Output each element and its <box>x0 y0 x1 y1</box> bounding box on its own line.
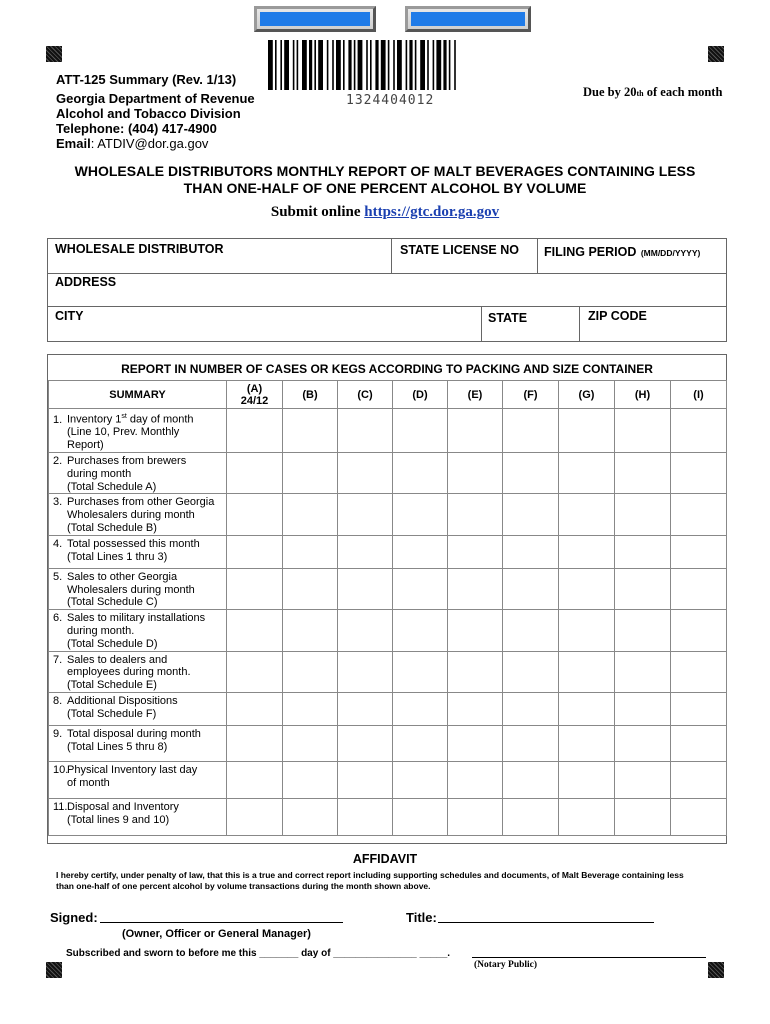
row-label: 7. Sales to dealers and employees during month. (Total Schedule E) <box>49 651 227 692</box>
summary-table <box>48 380 727 836</box>
corner-marker-bottom-left <box>46 962 62 978</box>
entry-cell[interactable] <box>227 409 283 453</box>
row-label: 6. Sales to military installations during month. (Total Schedule D) <box>49 610 227 651</box>
due-date-note: Due by 20th of each month <box>583 85 723 99</box>
entry-cell[interactable] <box>283 409 338 453</box>
barcode-bar <box>336 40 341 90</box>
notary-caption: (Notary Public) <box>474 960 538 970</box>
entry-cell[interactable] <box>393 799 448 836</box>
clear-form-button[interactable] <box>405 6 531 32</box>
entry-cell[interactable] <box>338 494 393 535</box>
entry-cell[interactable] <box>283 494 338 535</box>
entry-cell[interactable] <box>671 651 727 692</box>
entry-cell[interactable] <box>338 693 393 726</box>
table-row <box>49 453 727 494</box>
barcode-bar <box>354 40 356 90</box>
barcode-bar <box>297 40 299 90</box>
entry-cell[interactable] <box>615 693 671 726</box>
entry-cell[interactable] <box>227 610 283 651</box>
barcode <box>268 40 516 90</box>
barcode-bar <box>275 40 277 90</box>
barcode-bar <box>427 40 429 90</box>
barcode-bar <box>343 40 345 90</box>
entry-cell[interactable] <box>448 726 503 762</box>
barcode-bar <box>366 40 368 90</box>
barcode-bar <box>318 40 323 90</box>
row-label: 4. Total possessed this month (Total Lines 1 thru 3) <box>49 535 227 568</box>
entry-cell[interactable] <box>448 494 503 535</box>
entry-cell[interactable] <box>393 453 448 494</box>
summary-header: SUMMARY <box>49 381 227 409</box>
barcode-bar <box>433 40 435 90</box>
entry-cell[interactable] <box>559 799 615 836</box>
entry-cell[interactable] <box>338 535 393 568</box>
row-label: 9. Total disposal during month (Total Lines 5 thru 8) <box>49 726 227 762</box>
entry-cell[interactable] <box>503 409 559 453</box>
entry-cell[interactable] <box>503 726 559 762</box>
barcode-bar <box>449 40 451 90</box>
row-label: 10.Physical Inventory last day of month <box>49 762 227 799</box>
entry-cell[interactable] <box>338 799 393 836</box>
page-title: WHOLESALE DISTRIBUTORS MONTHLY REPORT OF MALT BEVERAGES CONTAINING LESS THAN ONE-HALF OF ONE PERCENT ALCOHOL BY VOLUME <box>74 163 696 196</box>
col-header-h: (H) <box>615 381 671 409</box>
telephone: Telephone: (404) 417-4900 <box>56 121 217 136</box>
row-label: 5. Sales to other Georgia Wholesalers during month (Total Schedule C) <box>49 568 227 609</box>
entry-cell[interactable] <box>615 409 671 453</box>
entry-cell[interactable] <box>559 651 615 692</box>
entry-cell[interactable] <box>671 693 727 726</box>
signed-label: Signed: <box>50 910 98 925</box>
barcode-bar <box>406 40 408 90</box>
entry-cell[interactable] <box>393 610 448 651</box>
row-label: 11.Disposal and Inventory (Total lines 9 and 10) <box>49 799 227 836</box>
barcode-bar <box>388 40 390 90</box>
entry-cell[interactable] <box>503 762 559 799</box>
col-header-a: (A) 24/12 <box>227 381 283 409</box>
entry-cell[interactable] <box>559 726 615 762</box>
col-header-e: (E) <box>448 381 503 409</box>
barcode-bar <box>293 40 295 90</box>
affidavit-text: I hereby certify, under penalty of law, that this is a true and correct report including supporting schedules and documents, of Malt Beverage containing less than one-half of one percent alcohol by volume transactions during the month shown above. <box>56 870 684 891</box>
entry-cell[interactable] <box>393 651 448 692</box>
entry-cell[interactable] <box>559 762 615 799</box>
entry-cell[interactable] <box>283 799 338 836</box>
entry-cell[interactable] <box>448 610 503 651</box>
col-header-d: (D) <box>393 381 448 409</box>
barcode-bar <box>268 40 273 90</box>
entry-cell[interactable] <box>393 409 448 453</box>
entry-cell[interactable] <box>338 762 393 799</box>
entry-cell[interactable] <box>393 568 448 609</box>
barcode-bar <box>332 40 334 90</box>
entry-cell[interactable] <box>283 610 338 651</box>
title-label: Title: <box>406 910 437 925</box>
form-id: ATT-125 Summary (Rev. 1/13) <box>56 72 237 87</box>
entry-cell[interactable] <box>503 568 559 609</box>
entry-cell[interactable] <box>338 651 393 692</box>
submit-online: Submit online https://gtc.dor.ga.gov <box>270 204 500 220</box>
entry-cell[interactable] <box>615 535 671 568</box>
barcode-bar <box>314 40 316 90</box>
agency-name: Georgia Department of Revenue <box>56 91 255 106</box>
barcode-bar <box>309 40 312 90</box>
table-row <box>49 494 727 535</box>
entry-cell[interactable] <box>671 610 727 651</box>
table-row <box>49 762 727 799</box>
signed-caption: (Owner, Officer or General Manager) <box>122 928 311 940</box>
entry-cell[interactable] <box>393 693 448 726</box>
entry-cell[interactable] <box>671 568 727 609</box>
entry-cell[interactable] <box>393 535 448 568</box>
corner-marker-top-right <box>708 46 724 62</box>
entry-cell[interactable] <box>283 535 338 568</box>
zip-code-field[interactable]: ZIP CODE <box>588 309 647 323</box>
entry-cell[interactable] <box>559 494 615 535</box>
barcode-number: 1324404012 <box>346 93 435 108</box>
barcode-bar <box>370 40 372 90</box>
entry-cell[interactable] <box>503 799 559 836</box>
col-header-f: (F) <box>503 381 559 409</box>
corner-marker-top-left <box>46 46 62 62</box>
col-header-i: (I) <box>671 381 727 409</box>
entry-cell[interactable] <box>448 693 503 726</box>
entry-cell[interactable] <box>227 535 283 568</box>
entry-cell[interactable] <box>559 535 615 568</box>
entry-cell[interactable] <box>283 762 338 799</box>
entry-cell[interactable] <box>559 568 615 609</box>
barcode-bar <box>327 40 329 90</box>
row-label: 2. Purchases from brewers during month (Total Schedule A) <box>49 453 227 494</box>
entry-cell[interactable] <box>227 799 283 836</box>
entry-cell[interactable] <box>615 568 671 609</box>
entry-cell[interactable] <box>559 610 615 651</box>
barcode-bar <box>280 40 282 90</box>
entry-cell[interactable] <box>503 535 559 568</box>
entry-cell[interactable] <box>559 693 615 726</box>
entry-cell[interactable] <box>227 693 283 726</box>
row-label: 1. Inventory 1st day of month (Line 10, Prev. Monthly Report) <box>49 409 227 453</box>
signed-line[interactable] <box>100 922 343 923</box>
entry-cell[interactable] <box>448 799 503 836</box>
table-row <box>49 535 727 568</box>
report-heading: REPORT IN NUMBER OF CASES OR KEGS ACCORDING TO PACKING AND SIZE CONTAINER <box>121 362 653 376</box>
entry-cell[interactable] <box>448 762 503 799</box>
barcode-bar <box>375 40 378 90</box>
city-field[interactable]: CITY <box>55 309 84 323</box>
division-name: Alcohol and Tobacco Division <box>56 106 241 121</box>
table-row <box>49 409 727 453</box>
table-row <box>49 726 727 762</box>
email: Email: ATDIV@dor.ga.gov <box>56 136 209 151</box>
submit-online-link[interactable]: https://gtc.dor.ga.gov <box>364 204 500 220</box>
barcode-bar <box>393 40 395 90</box>
entry-cell[interactable] <box>559 409 615 453</box>
entry-cell[interactable] <box>283 651 338 692</box>
row-label: 8. Additional Dispositions (Total Schedule F) <box>49 693 227 726</box>
table-row <box>49 610 727 651</box>
state-field[interactable]: STATE <box>488 311 528 325</box>
table-row <box>49 693 727 726</box>
entry-cell[interactable] <box>671 494 727 535</box>
entry-cell[interactable] <box>503 453 559 494</box>
notary-line[interactable] <box>472 957 706 958</box>
entry-cell[interactable] <box>615 762 671 799</box>
entry-cell[interactable] <box>338 726 393 762</box>
entry-cell[interactable] <box>559 453 615 494</box>
entry-cell[interactable] <box>448 409 503 453</box>
entry-cell[interactable] <box>615 651 671 692</box>
barcode-bar <box>443 40 446 90</box>
table-row <box>49 568 727 609</box>
entry-cell[interactable] <box>338 409 393 453</box>
col-header-c: (C) <box>338 381 393 409</box>
entry-cell[interactable] <box>283 693 338 726</box>
entry-cell[interactable] <box>671 535 727 568</box>
row-label: 3. Purchases from other Georgia Wholesalers during month (Total Schedule B) <box>49 494 227 535</box>
entry-cell[interactable] <box>503 494 559 535</box>
entry-cell[interactable] <box>338 453 393 494</box>
entry-cell[interactable] <box>671 726 727 762</box>
barcode-bar <box>409 40 412 90</box>
entry-cell[interactable] <box>615 453 671 494</box>
table-row <box>49 651 727 692</box>
agency-info <box>56 72 255 151</box>
print-form-button[interactable] <box>254 6 376 32</box>
entry-cell[interactable] <box>503 610 559 651</box>
entry-cell[interactable] <box>393 494 448 535</box>
barcode-bar <box>397 40 402 90</box>
entry-cell[interactable] <box>283 568 338 609</box>
entry-cell[interactable] <box>227 762 283 799</box>
entry-cell[interactable] <box>615 726 671 762</box>
entry-cell[interactable] <box>283 726 338 762</box>
barcode-bar <box>348 40 351 90</box>
entry-cell[interactable] <box>448 535 503 568</box>
title-line[interactable] <box>438 922 654 923</box>
entry-cell[interactable] <box>227 494 283 535</box>
entry-cell[interactable] <box>503 651 559 692</box>
barcode-bar <box>415 40 417 90</box>
entry-cell[interactable] <box>671 762 727 799</box>
address-field[interactable]: ADDRESS <box>55 275 117 289</box>
distributor-info-box <box>47 238 727 342</box>
entry-cell[interactable] <box>227 651 283 692</box>
barcode-bar <box>284 40 289 90</box>
entry-cell[interactable] <box>448 651 503 692</box>
col-header-b: (B) <box>283 381 338 409</box>
entry-cell[interactable] <box>671 799 727 836</box>
entry-cell[interactable] <box>393 726 448 762</box>
entry-cell[interactable] <box>227 453 283 494</box>
state-license-field[interactable]: STATE LICENSE NO <box>400 243 519 257</box>
entry-cell[interactable] <box>227 726 283 762</box>
sworn-text: Subscribed and sworn to before me this _______ day of _______________ _____. <box>66 948 451 959</box>
entry-cell[interactable] <box>615 494 671 535</box>
barcode-bar <box>454 40 456 90</box>
barcode-bar <box>381 40 386 90</box>
entry-cell[interactable] <box>503 693 559 726</box>
barcode-bar <box>436 40 441 90</box>
entry-cell[interactable] <box>283 453 338 494</box>
entry-cell[interactable] <box>671 453 727 494</box>
entry-cell[interactable] <box>615 610 671 651</box>
entry-cell[interactable] <box>448 453 503 494</box>
corner-marker-bottom-right <box>708 962 724 978</box>
barcode-bar <box>420 40 425 90</box>
entry-cell[interactable] <box>448 568 503 609</box>
wholesale-distributor-field[interactable]: WHOLESALE DISTRIBUTOR <box>55 242 224 256</box>
entry-cell[interactable] <box>338 610 393 651</box>
filing-period-field[interactable]: FILING PERIOD (MM/DD/YYYY) <box>544 245 701 259</box>
entry-cell[interactable] <box>227 568 283 609</box>
entry-cell[interactable] <box>338 568 393 609</box>
barcode-bar <box>358 40 363 90</box>
entry-cell[interactable] <box>615 799 671 836</box>
affidavit-heading: AFFIDAVIT <box>352 852 418 866</box>
col-header-g: (G) <box>559 381 615 409</box>
table-row <box>49 799 727 836</box>
entry-cell[interactable] <box>393 762 448 799</box>
entry-cell[interactable] <box>671 409 727 453</box>
barcode-bar <box>302 40 307 90</box>
